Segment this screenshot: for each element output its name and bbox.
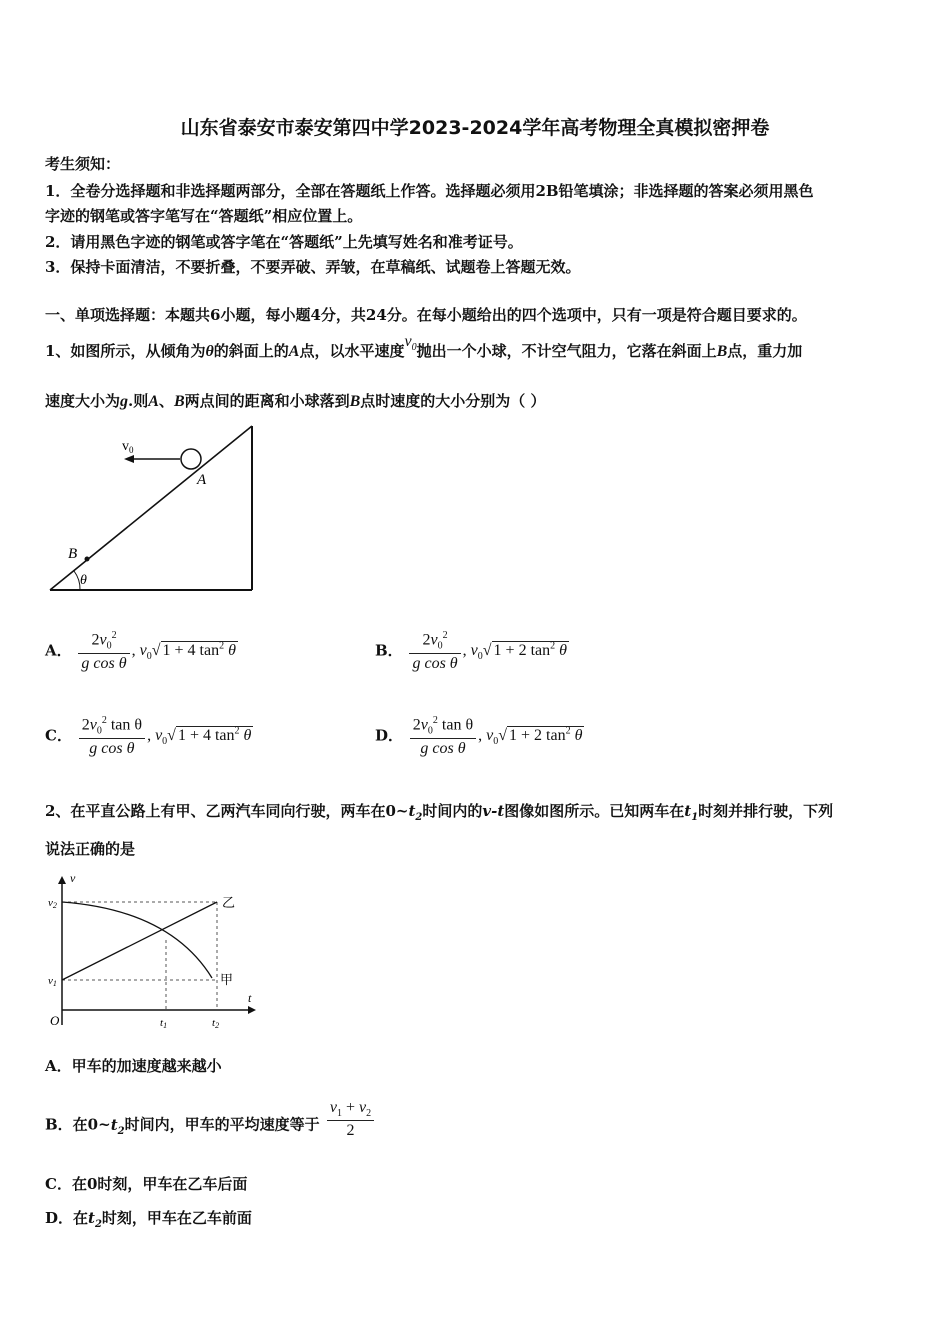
yi-line	[62, 902, 217, 980]
q2-option-c[interactable]: C．在0时刻，甲车在乙车后面	[45, 1175, 248, 1193]
v0-label: $v_0$	[122, 439, 134, 455]
t-axis-label: t	[248, 991, 252, 1005]
v-axis-arrow	[58, 876, 66, 884]
point-b	[85, 557, 90, 562]
point-b-label: B	[68, 546, 78, 562]
q1-option-c[interactable]: C． $\frac{2v_0^2 \tan \theta}{\text{g cos θ}}$ , $v_0√$ 1 + 4 $\tan^2 \theta$	[45, 715, 252, 757]
v2-label: v2	[48, 897, 57, 910]
q1-option-d[interactable]: D． $\frac{2v_0^2 \tan \theta}{\text{g cos θ}}$ , $v_0√$ 1 + 2 $\tan^2 \theta$	[375, 715, 583, 757]
v-axis-label: v	[70, 871, 76, 885]
jia-label: 甲	[220, 972, 234, 987]
notice-item-2: 2．请用黑色字迹的钢笔或答字笔在“答题纸”上先填写姓名和准考证号。	[45, 233, 523, 251]
q2-option-a[interactable]: A．甲车的加速度越来越小	[45, 1057, 222, 1075]
q2-option-d[interactable]: D．在$t_2$时刻，甲车在乙车前面	[45, 1209, 252, 1230]
t1-label: t1	[160, 1017, 168, 1030]
ball	[181, 449, 201, 469]
q2-stem-line-2: 说法正确的是	[45, 840, 136, 858]
incline-slope	[50, 426, 252, 590]
notice-heading: 考生须知：	[45, 155, 121, 173]
q2-stem-line-1: 2、在平直公路上有甲、乙两汽车同向行驶，两车在$0\sim t_2$时间内的v-t图像如图所示。已知两车在$t_1$时刻并排行驶，下列	[45, 802, 834, 823]
q2-option-b[interactable]: B．在$0\sim t_2$时间内，甲车的平均速度等于 $\frac{v_1 + v_2}{2}$	[45, 1105, 376, 1146]
page-title: 山东省泰安市泰安第四中学2023-2024学年高考物理全真模拟密押卷	[180, 117, 770, 139]
v1-label: v1	[48, 975, 57, 988]
q1-stem-line-1: 1、如图所示，从倾角为θ的斜面上的A点，以水平速度$v_0$抛出一个小球，不计空气阻力，它落在斜面上B点，重力加	[45, 333, 803, 360]
q1-option-a[interactable]: A． $\frac{2v_0^2}{\text{g cos θ}}$ , $v_0√$ 1 + 4 $\tan^2 \theta$	[45, 630, 236, 672]
q1-option-b[interactable]: B． $\frac{2v_0^2}{\text{g cos θ}}$ , $v_0√$ 1 + 2 $\tan^2 \theta$	[375, 630, 567, 672]
theta-label: θ	[80, 573, 87, 588]
velocity-arrow-head	[124, 455, 134, 463]
q1-stem-line-2: 速度大小为g.则A、B两点间的距离和小球落到B点时速度的大小分别为（ ）	[45, 392, 546, 410]
jia-curve	[62, 902, 212, 978]
t2-label: t2	[212, 1017, 220, 1030]
t-axis-arrow	[248, 1006, 256, 1014]
origin-label: O	[50, 1013, 60, 1028]
notice-item-3: 3．保持卡面清洁，不要折叠，不要弄破、弄皱，在草稿纸、试题卷上答题无效。	[45, 258, 581, 276]
notice-item-1-line-2: 字迹的钢笔或答字笔写在“答题纸”相应位置上。	[45, 207, 363, 225]
q1-incline-figure	[40, 420, 270, 600]
notice-item-1-line-1: 1．全卷分选择题和非选择题两部分，全部在答题纸上作答。选择题必须用2B铅笔填涂；非选择题的答案必须用黑色	[45, 182, 814, 200]
section-heading: 一、单项选择题：本题共6小题，每小题4分，共24分。在每小题给出的四个选项中，只有一项是符合题目要求的。	[45, 306, 807, 324]
q2-vt-graph	[40, 870, 265, 1035]
yi-label: 乙	[222, 895, 236, 910]
point-a-label: A	[197, 472, 207, 488]
